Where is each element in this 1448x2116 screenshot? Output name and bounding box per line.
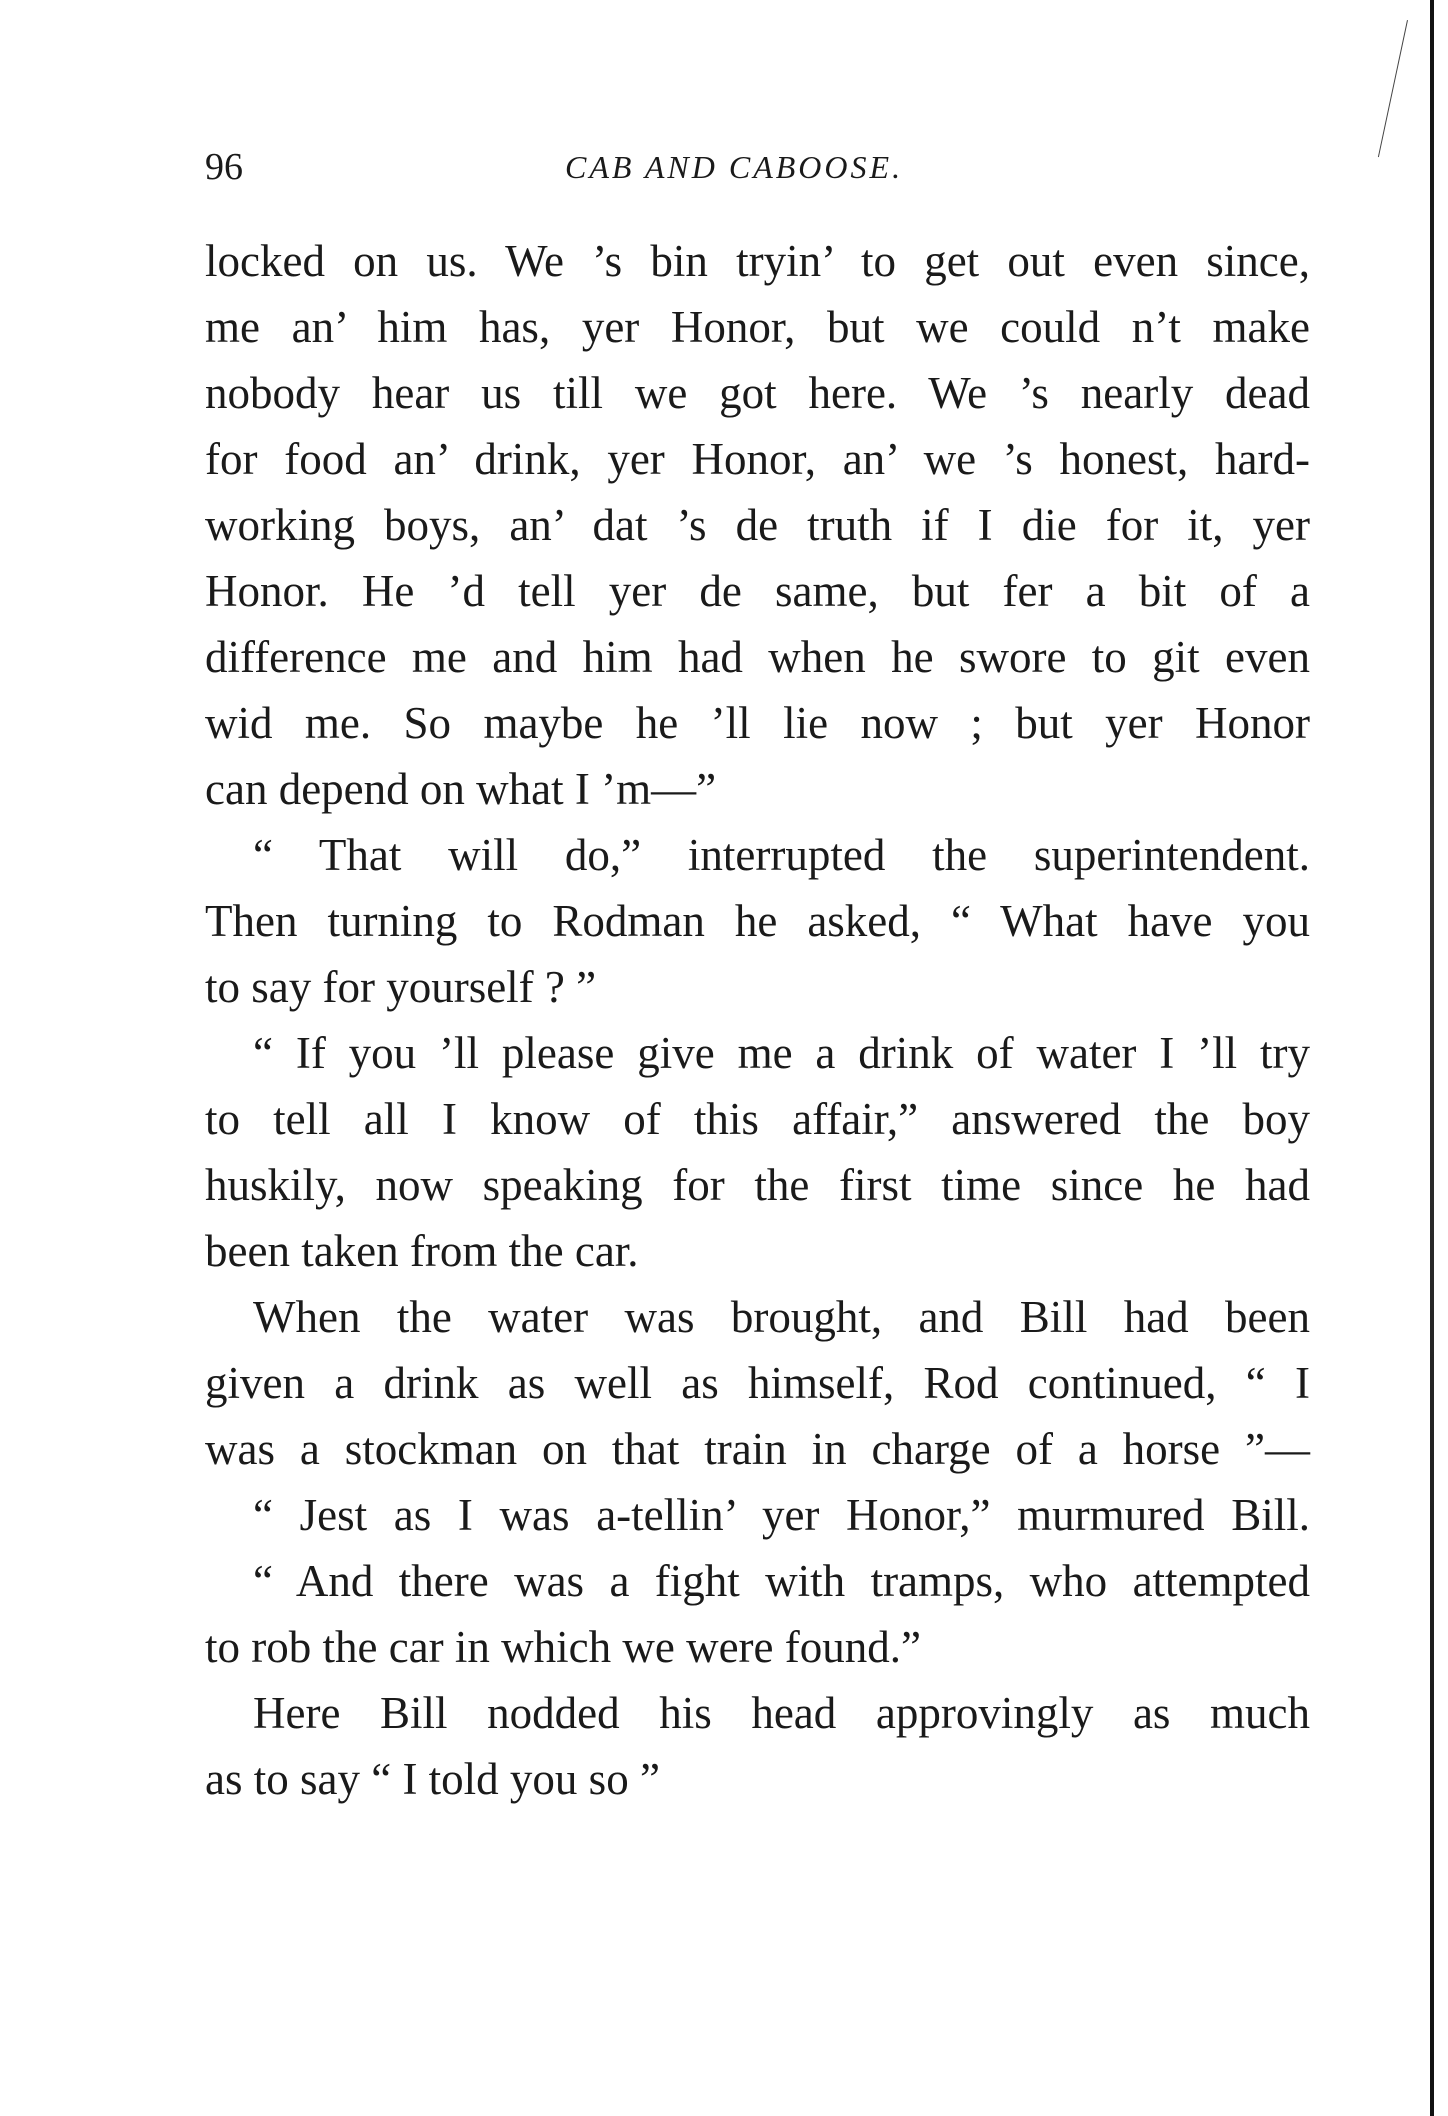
text-line: me an’ him has, yer Honor, but we could n’t make — [205, 302, 1310, 352]
text-line: “ And there was a fight with tramps, who attempted — [253, 1556, 1310, 1606]
text-line: given a drink as well as himself, Rod continued, “ I — [205, 1358, 1310, 1408]
text-line: Then turning to Rodman he asked, “ What have you — [205, 896, 1310, 946]
text-line: Here Bill nodded his head approvingly as much — [253, 1688, 1310, 1738]
text-line: “ If you ’ll please give me a drink of water I ’ll try — [253, 1028, 1310, 1078]
text-line: was a stockman on that train in charge of a horse ”— — [205, 1424, 1310, 1474]
text-line: nobody hear us till we got here. We ’s nearly dead — [205, 368, 1310, 418]
text-line: “ That will do,” interrupted the superintendent. — [253, 830, 1310, 880]
text-line: been taken from the car. — [205, 1226, 639, 1276]
page-number: 96 — [205, 146, 243, 188]
page-edge-mark — [1378, 20, 1408, 157]
page-edge — [1430, 0, 1434, 2116]
text-line: to say for yourself ? ” — [205, 962, 597, 1012]
text-line: as to say “ I told you so ” — [205, 1754, 660, 1804]
text-line: “ Jest as I was a-tellin’ yer Honor,” murmured Bill. — [253, 1490, 1310, 1540]
text-line: to rob the car in which we were found.” — [205, 1622, 921, 1672]
page-header — [205, 143, 1310, 191]
text-line: difference me and him had when he swore to git even — [205, 632, 1310, 682]
running-head: CAB AND CABOOSE. — [565, 149, 904, 185]
text-line: working boys, an’ dat ’s de truth if I die for it, yer — [205, 500, 1310, 550]
text-line: locked on us. We ’s bin tryin’ to get out even since, — [205, 236, 1310, 286]
text-line: huskily, now speaking for the first time since he had — [205, 1160, 1310, 1210]
text-line: Honor. He ’d tell yer de same, but fer a bit of a — [205, 566, 1310, 616]
body-text — [205, 228, 1310, 1812]
text-line: When the water was brought, and Bill had been — [253, 1292, 1310, 1342]
text-line: for food an’ drink, yer Honor, an’ we ’s honest, hard- — [205, 434, 1310, 484]
text-line: can depend on what I ’m—” — [205, 764, 717, 814]
text-line: wid me. So maybe he ’ll lie now ; but yer Honor — [205, 698, 1310, 748]
text-line: to tell all I know of this affair,” answered the boy — [205, 1094, 1310, 1144]
